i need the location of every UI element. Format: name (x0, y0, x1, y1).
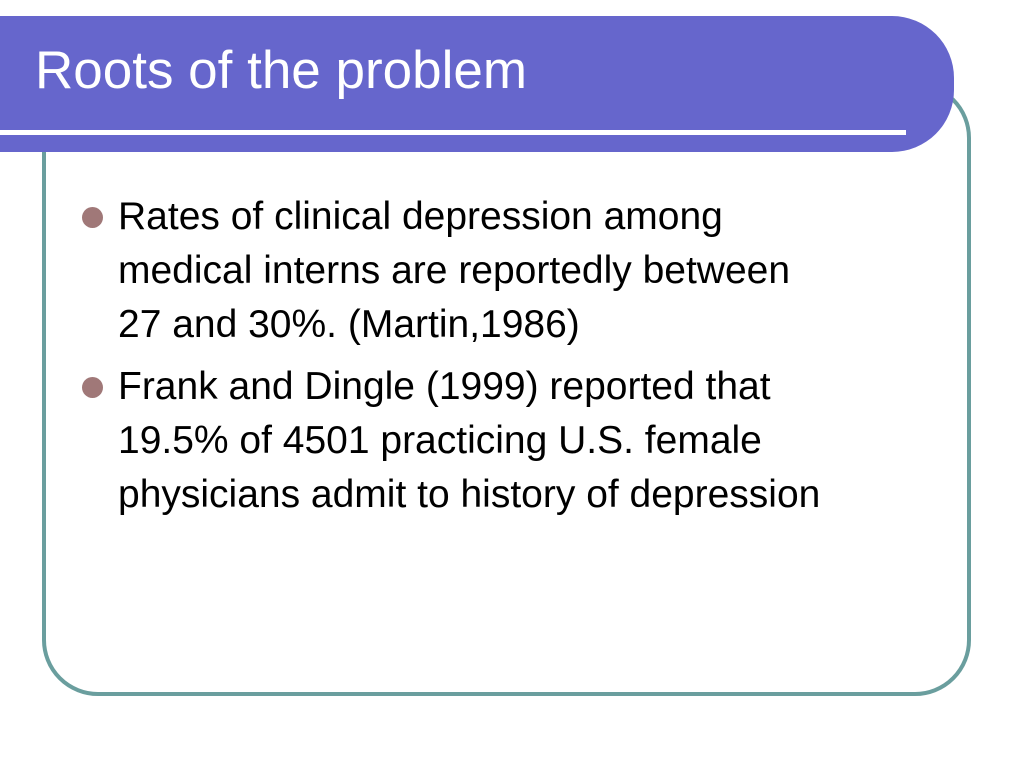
bullet-line: medical interns are reportedly between (118, 249, 791, 292)
bullet-line: 19.5% of 4501 practicing U.S. female (118, 419, 762, 462)
title-underline (0, 130, 906, 135)
bullet-line: Rates of clinical depression among (118, 195, 723, 238)
bullet-dot-icon (82, 377, 103, 398)
bullet-list (80, 190, 960, 530)
bullet-item (80, 360, 960, 522)
bullet-dot-icon (82, 207, 103, 228)
slide-title: Roots of the problem (35, 41, 527, 100)
bullet-line: physicians admit to history of depression (118, 473, 821, 516)
bullet-line: 27 and 30%. (Martin,1986) (118, 303, 580, 346)
bullet-line: Frank and Dingle (1999) reported that (118, 365, 771, 408)
bullet-item (80, 190, 960, 352)
